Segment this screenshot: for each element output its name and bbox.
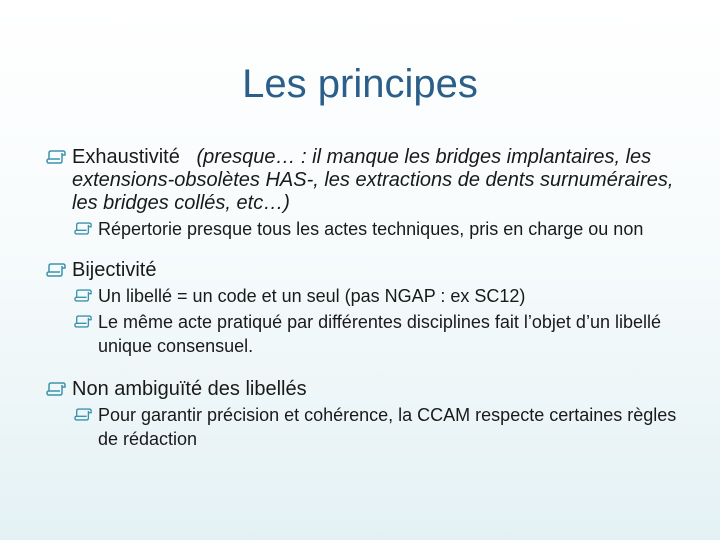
item-label: Bijectivité xyxy=(72,259,157,281)
sub-bullet-item xyxy=(46,284,696,308)
scroll-bullet-icon xyxy=(74,408,92,421)
bullet-item-exhaustivite xyxy=(46,146,696,215)
sub-item-text: Pour garantir précision et cohérence, la CCAM respecte certaines règles de rédaction xyxy=(98,405,677,449)
scroll-bullet-icon xyxy=(46,263,66,277)
bullet-item-non-ambiguite xyxy=(46,378,696,401)
slide-title: Les principes xyxy=(242,62,478,106)
sub-bullet-item xyxy=(46,403,696,451)
sub-item-text: Le même acte pratiqué par différentes disciplines fait l’objet d’un libellé unique consensuel. xyxy=(98,312,661,356)
scroll-bullet-icon xyxy=(74,289,92,302)
scroll-bullet-icon xyxy=(74,222,92,235)
scroll-bullet-icon xyxy=(46,382,66,396)
sub-item-text: Répertorie presque tous les actes techniques, pris en charge ou non xyxy=(98,219,644,239)
sub-bullet-item xyxy=(46,310,696,358)
item-label: Non ambiguïté des libellés xyxy=(72,378,307,400)
scroll-bullet-icon xyxy=(46,150,66,164)
sub-bullet-item xyxy=(46,217,696,241)
sub-item-text: Un libellé = un code et un seul (pas NGAP : ex SC12) xyxy=(98,286,526,306)
item-label: Exhaustivité xyxy=(72,146,180,168)
item-note: (presque… : il manque les bridges implantaires, les extensions-obsolètes HAS-, les extractions de dents surnuméraires, les bridges collés, etc…) xyxy=(72,146,674,214)
bullet-item-bijectivite xyxy=(46,259,696,282)
slide-content xyxy=(46,146,696,451)
scroll-bullet-icon xyxy=(74,315,92,328)
